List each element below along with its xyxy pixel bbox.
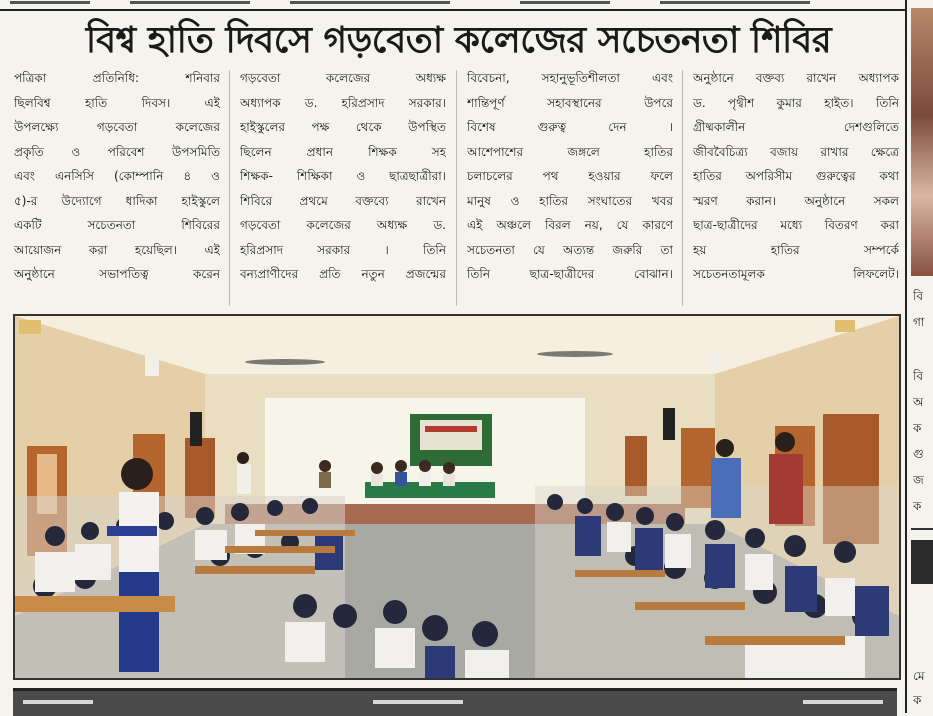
text-line: সচেতনতামূলক লিফলেট। xyxy=(693,267,899,281)
text-line: স্মরণ করান। অনুষ্ঠানে সকল xyxy=(693,193,899,208)
article-column-4 xyxy=(693,66,899,312)
article-column-2 xyxy=(240,66,446,312)
article-column-3 xyxy=(467,66,673,312)
side-text-fragment: ক xyxy=(913,499,922,513)
next-article-banner xyxy=(13,688,897,716)
text-line: শান্তিপূর্ণ সহাবস্থানের উপরে xyxy=(467,95,673,110)
side-text-fragment: গা xyxy=(913,315,925,329)
banner-decoration xyxy=(803,700,883,704)
text-line: ছাত্র-ছাত্রীদের মধ্যে বিতরণ করা xyxy=(693,218,899,232)
side-text-fragment: ক xyxy=(913,421,922,435)
text-line: এই অঞ্চলে বিরল নয়, যে কারণে xyxy=(467,218,673,232)
banner-decoration xyxy=(373,700,463,704)
text-line: হরিপ্রসাদ সরকার । তিনি xyxy=(240,242,446,257)
side-text-fragment: বি xyxy=(913,369,924,383)
text-line: সচেতনতা যে অত্যন্ত জরুরি তা xyxy=(467,242,673,257)
side-text-fragment: জ xyxy=(913,473,924,487)
text-line: এবং এনসিসি (কোম্পানি ৪ ও xyxy=(14,169,220,183)
text-line: ছিলেন প্রধান শিক্ষক সহ xyxy=(240,144,446,159)
text-line: ছিলবিশ্ব হাতি দিবস। এই xyxy=(14,95,220,110)
text-line: একটি সচেতনতা শিবিরের xyxy=(14,218,220,232)
column-divider xyxy=(682,70,683,306)
text-line: অনুষ্ঠানে সভাপতিত্ব করেন xyxy=(14,267,220,281)
side-text-fragment: ক xyxy=(913,693,922,707)
text-line: বিবেচনা, সহানুভূতিশীলতা এবং xyxy=(467,71,673,85)
column-divider xyxy=(456,70,457,306)
text-line: ৫)-র উদ্যোগে ধাদিকা হাইস্কুলে xyxy=(14,193,220,208)
side-text-fragment: গু xyxy=(913,447,924,461)
text-line: গড়বেতা কলেজের অধ্যক্ষ xyxy=(240,71,446,85)
text-line: পত্রিকা প্রতিনিধি: শনিবার xyxy=(14,71,220,85)
text-line: বন্যপ্রাণীদের প্রতি নতুন প্রজন্মের xyxy=(240,267,446,281)
text-line: শিক্ষক- শিক্ষিকা ও ছাত্রছাত্রীরা। xyxy=(240,169,446,183)
side-photo xyxy=(911,8,933,276)
banner-decoration xyxy=(23,700,93,704)
text-line: অধ্যাপক ড. হরিপ্রসাদ সরকার। xyxy=(240,95,446,110)
article-body xyxy=(14,66,904,312)
text-line: হাইস্কুলের পক্ষ থেকে উপস্থিত xyxy=(240,120,446,134)
article-photo xyxy=(13,314,901,680)
text-line: ড. পৃথ্বীশ কুমার হাইত। তিনি xyxy=(693,95,899,110)
text-line: প্রকৃতি ও পরিবেশ উপসমিতি xyxy=(14,144,220,159)
text-line: বিশেষ গুরুত্ব দেন । xyxy=(467,120,673,134)
side-text-fragment: মে xyxy=(913,669,925,683)
text-line: অনুষ্ঠানে বক্তব্য রাখেন অধ্যাপক xyxy=(693,71,899,85)
side-dark-block xyxy=(911,540,933,584)
side-column xyxy=(905,0,933,713)
side-text-fragment: অ xyxy=(913,395,924,409)
text-line: আয়োজন করা হয়েছিল। এই xyxy=(14,242,220,257)
text-line: তিনি ছাত্র-ছাত্রীদের বোঝান। xyxy=(467,267,673,281)
text-line: গ্রীষ্মকালীন দেশগুলিতে xyxy=(693,120,899,134)
article-column-1 xyxy=(14,66,220,312)
text-line: চলাচলের পথ হওয়ার ফলে xyxy=(467,169,673,183)
text-line: শিবিরে প্রথমে বক্তব্যে রাখেন xyxy=(240,193,446,208)
article-headline: বিশ্ব হাতি দিবসে গড়বেতা কলেজের সচেতনতা শিবির xyxy=(85,19,832,61)
text-line: আশেপাশের জঙ্গলে হাতির xyxy=(467,144,673,159)
side-text-fragment: বি xyxy=(913,289,924,303)
text-line: উপলক্ষ্যে গড়বেতা কলেজের xyxy=(14,120,220,134)
text-line: গড়বেতা কলেজের অধ্যক্ষ ড. xyxy=(240,218,446,232)
text-line: মানুষ ও হাতির সংঘাতের খবর xyxy=(467,193,673,208)
text-line: জীববৈচিত্র্য বজায় রাখার ক্ষেত্রে xyxy=(693,144,899,159)
column-divider xyxy=(229,70,230,306)
text-line: হাতির অপরিসীম গুরুত্বের কথা xyxy=(693,169,899,183)
text-line: হয় হাতির সম্পর্কে xyxy=(693,242,899,257)
side-divider xyxy=(911,528,933,530)
top-strip xyxy=(0,0,905,11)
